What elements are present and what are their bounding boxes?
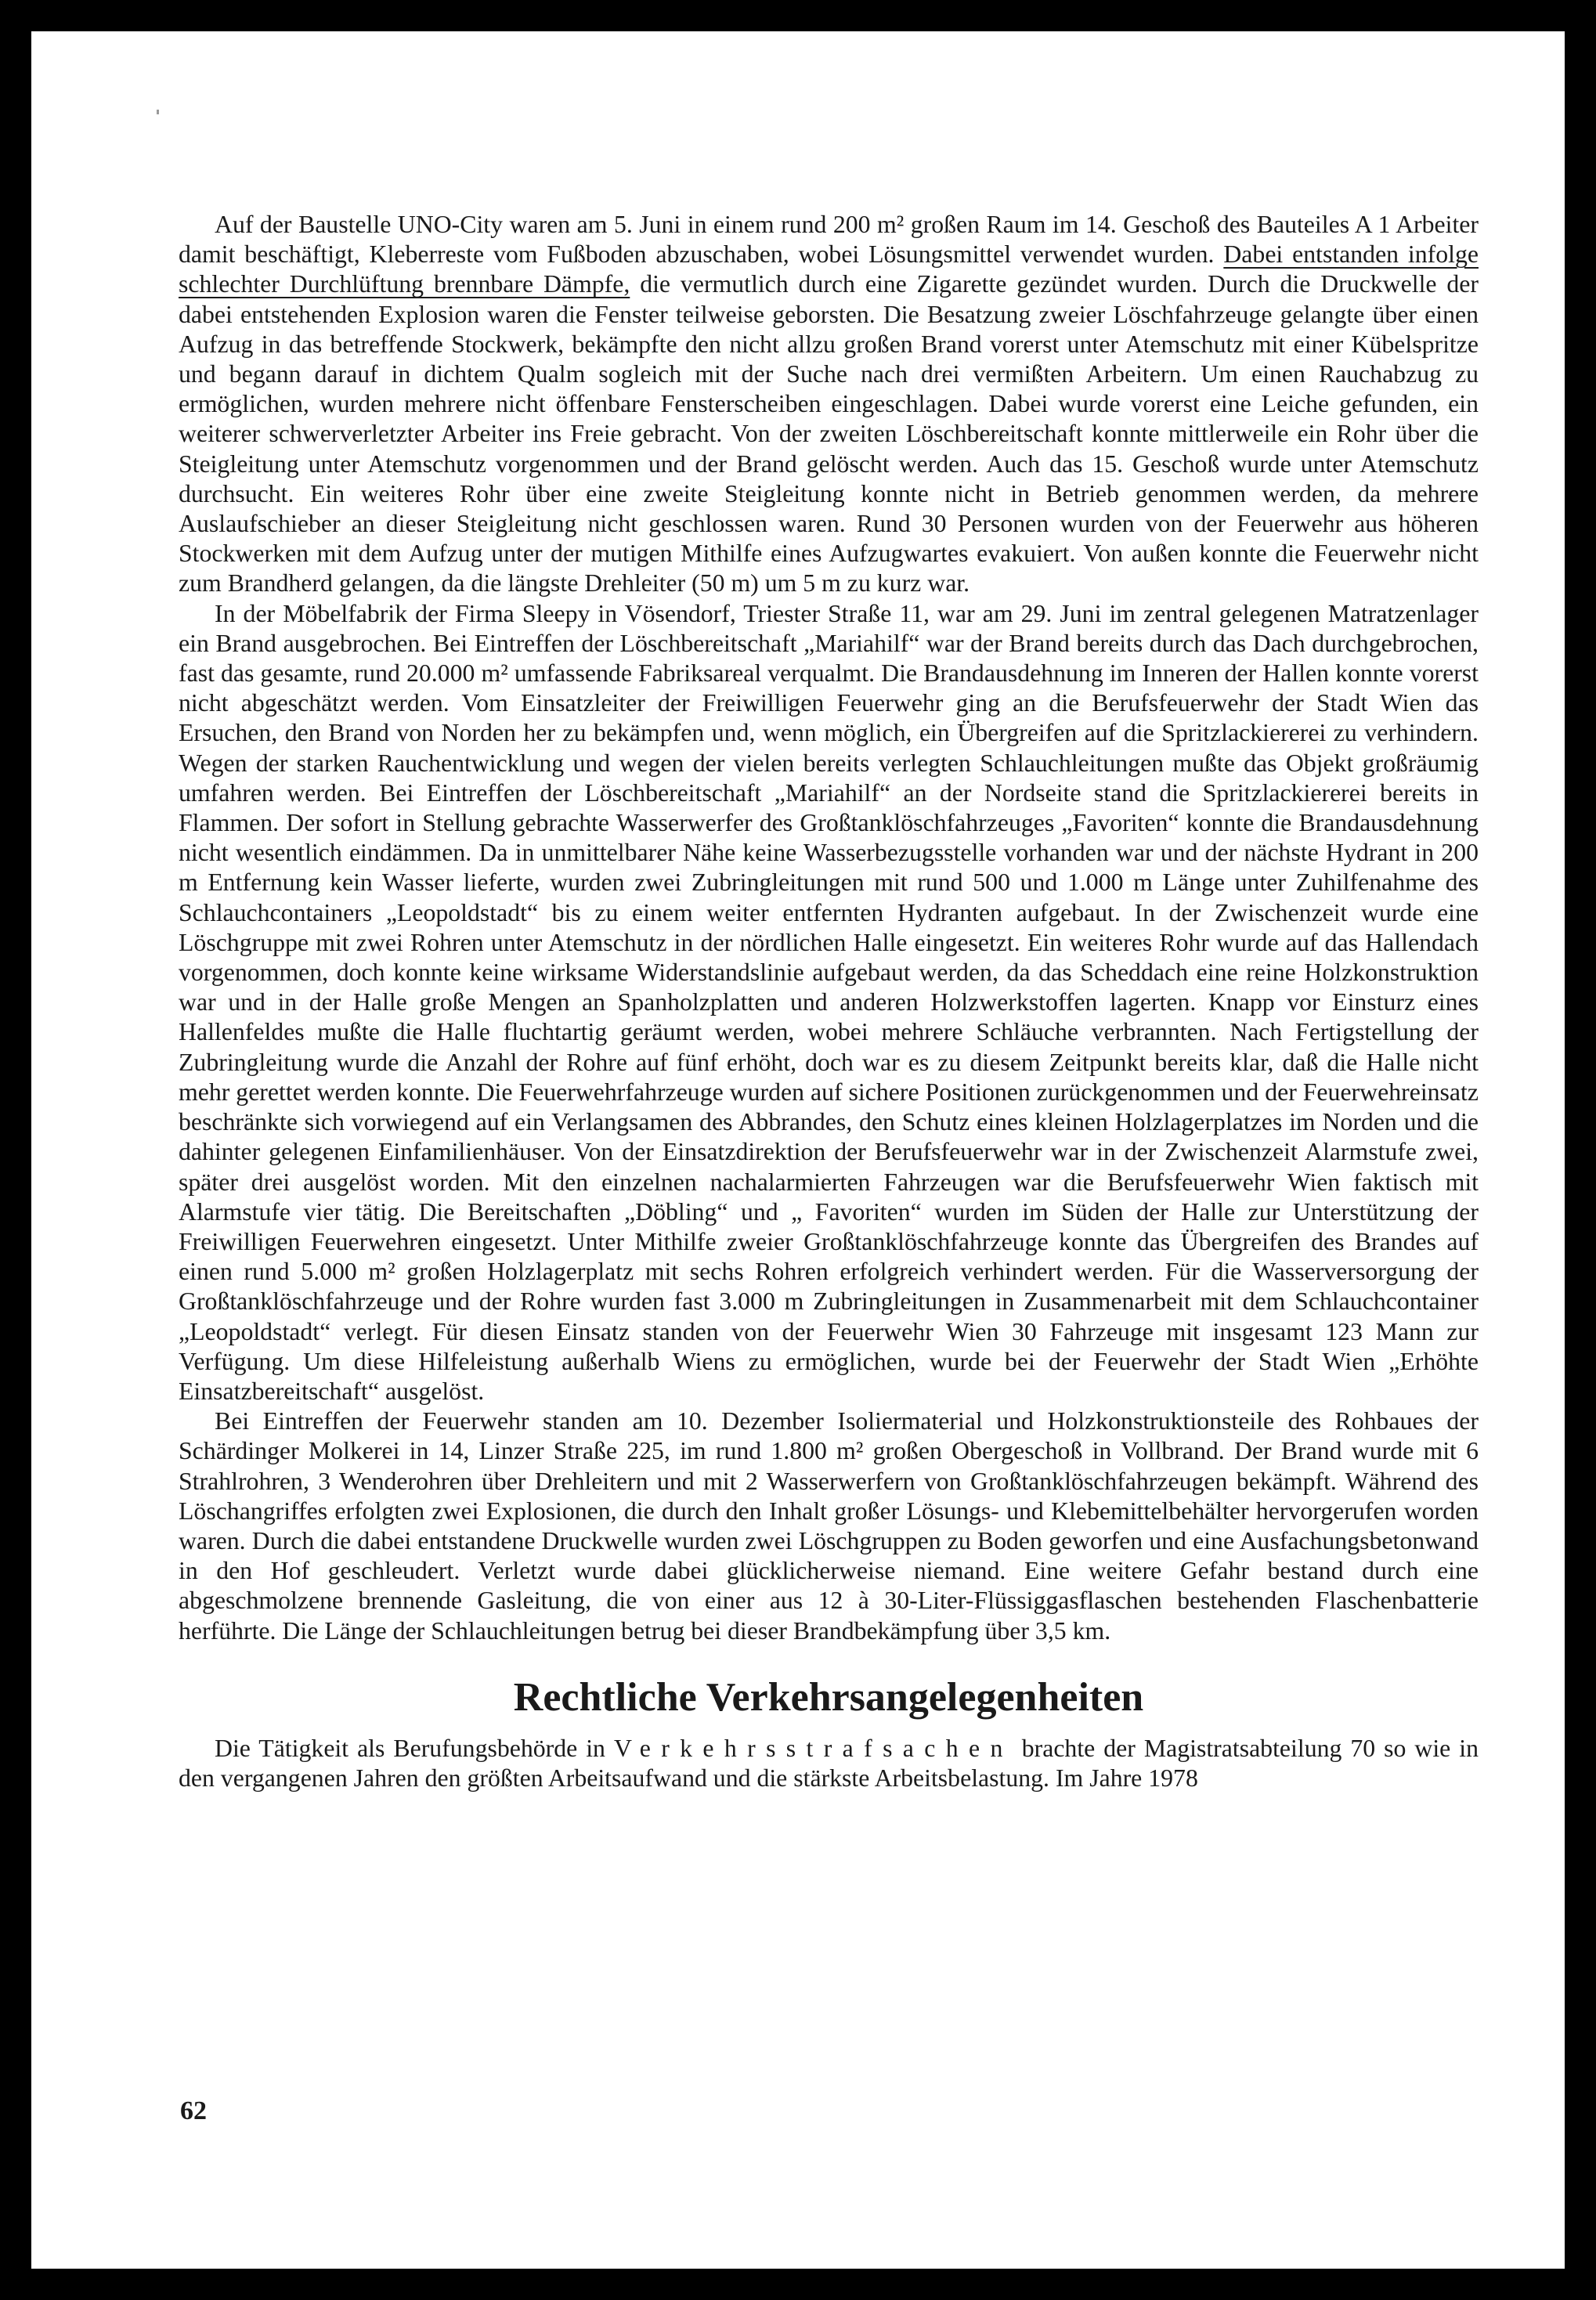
paragraph-molkerei: Bei Eintreffen der Feuerwehr standen am 10. Dezember Isoliermaterial und Holzkonstruktionsteile des Rohbaues der Schärdinger Molkerei in 14, Linzer Straße 225, im rund 1.800 m² großen Obergeschoß in Vollbrand. Der Brand wurde mit 6 Strahlrohren, 3 Wenderohren über Drehleitern und mit 2 Wasserwerfern von Großtanklöschfahrzeugen bekämpft. Während des Löschangriffes erfolgten zwei Explosionen, die durch den Inhalt großer Lösungs- und Klebemittelbehälter hervorgerufen worden waren. Durch die dabei entstandene Druckwelle wurden zwei Löschgruppen zu Boden geworfen und eine Ausfachungsbetonwand in den Hof geschleudert. Verletzt wurde dabei glücklicherweise niemand. Eine weitere Gefahr bestand durch eine abgeschmolzene brennende Gasleitung, die von einer aus 12 à 30-Liter-Flüssiggasflaschen bestehenden Flaschenbatterie herführte. Die Länge der Schlauchleitungen betrug bei dieser Brandbekämpfung über 3,5 km. bbox=[179, 1407, 1479, 1645]
paragraph-verkehr-spaced-term: Verkehrsstrafsachen bbox=[613, 1734, 1013, 1762]
paragraph-moebelfabrik: In der Möbelfabrik der Firma Sleepy in Vösendorf, Triester Straße 11, war am 29. Juni im zentral gelegenen Matratzenlager ein Brand ausgebrochen. Bei Eintreffen der Löschbereitschaft „Mariahilf“ war der Brand bereits durch das Dach durchgebrochen, fast das gesamte, rund 20.000 m² umfassende Fabriksareal verqualmt. Die Brandausdehnung im Inneren der Hallen konnte vorerst nicht abgeschätzt werden. Vom Einsatzleiter der Freiwilligen Feuerwehr ging an die Berufsfeuerwehr der Stadt Wien das Ersuchen, den Brand von Norden her zu bekämpfen und, wenn möglich, ein Übergreifen auf die Spritzlackiererei zu verhindern. Wegen der starken Rauchentwicklung und wegen der vielen bereits verlegten Schlauchleitungen mußte das Objekt großräumig umfahren werden. Bei Eintreffen der Löschbereitschaft „Mariahilf“ an der Nordseite stand die Spritzlackiererei bereits in Flammen. Der sofort in Stellung gebrachte Wasserwerfer des Großtanklöschfahrzeuges „Favoriten“ konnte die Brandausdehnung nicht wesentlich eindämmen. Da in unmittelbarer Nähe keine Wasserbezugsstelle vorhanden war und der nächste Hydrant in 200 m Entfernung kein Wasser lieferte, wurden zwei Zubringleitungen mit rund 500 und 1.000 m Länge unter Zuhilfenahme des Schlauchcontainers „Leopoldstadt“ bis zu einem weiter entfernten Hydranten aufgebaut. In der Zwischenzeit wurde eine Löschgruppe mit zwei Rohren unter Atemschutz in der nördlichen Halle eingesetzt. Ein weiteres Rohr wurde auf das Hallendach vorgenommen, doch konnte keine wirksame Widerstandslinie aufgebaut werden, da das Scheddach eine reine Holzkonstruktion war und in der Halle große Mengen an Spanholzplatten und anderen Holzwerkstoffen lagerten. Knapp vor Einsturz eines Hallenfeldes mußte die Halle fluchtartig geräumt werden, wobei mehrere Schläuche verbrannten. Nach Fertigstellung der Zubringleitung wurde die Anzahl der Rohre auf fünf erhöht, doch war es zu diesem Zeitpunkt bereits klar, daß die Halle nicht mehr gerettet werden konnte. Die Feuerwehrfahrzeuge wurden auf sichere Positionen zurückgenommen und der Feuerwehreinsatz beschränkte sich vorwiegend auf ein Verlangsamen des Abbrandes, den Schutz eines kleinen Holzlagerplatzes im Norden und die dahinter gelegenen Einfamilienhäuser. Von der Einsatzdirektion der Berufsfeuerwehr war in der Zwischenzeit Alarmstufe zwei, später drei ausgelöst worden. Mit den einzelnen nachalarmierten Fahrzeugen war die Berufsfeuerwehr Wien faktisch mit Alarmstufe vier tätig. Die Bereitschaften „Döbling“ und „ Favoriten“ wurden im Süden der Halle zur Unterstützung der Freiwilligen Feuerwehren eingesetzt. Unter Mithilfe zweier Großtanklöschfahrzeuge konnte das Übergreifen des Brandes auf einen rund 5.000 m² großen Holzlagerplatz mit sechs Rohren erfolgreich verhindert werden. Für die Wasserversorgung der Großtanklöschfahrzeuge und der Rohre wurden fast 3.000 m Zubringleitungen in Zusammenarbeit mit dem Schlauchcontainer „Leopoldstadt“ verlegt. Für diesen Einsatz standen von der Feuerwehr Wien 30 Fahrzeuge mit insgesamt 123 Mann zur Verfügung. Um diese Hilfeleistung außerhalb Wiens zu ermöglichen, wurde bei der Feuerwehr der Stadt Wien „Erhöhte Einsatzbereitschaft“ ausgelöst. bbox=[179, 599, 1479, 1405]
page-body bbox=[179, 210, 1479, 1793]
paragraph-verkehr-rest: brachte der Magistratsabteilung 70 so wie in den vergangenen Jahren den größten Arbeitsaufwand und die stärkste Arbeitsbelastung. Im Jahre 1978 bbox=[179, 1734, 1479, 1792]
paragraph-uno-city-start: Auf der Baustelle UNO-City waren am 5. Juni in einem rund 200 m² großen Raum im 14. Geschoß des Bauteiles A 1 Arbeiter damit beschäftigt, Kleberreste vom Fußboden abzuschaben, wobei Lösungsmittel verwendet wurden. bbox=[179, 211, 1479, 269]
paragraph-verkehr bbox=[179, 1734, 1479, 1793]
section-heading: Rechtliche Verkehrsangelegenheiten bbox=[513, 1674, 1144, 1720]
page-number: 62 bbox=[180, 2096, 207, 2125]
paragraph-uno-city-rest: die vermutlich durch eine Zigarette gezündet wurden. Durch die Druckwelle der dabei entstehenden Explosion waren die Fenster teilweise geborsten. Die Besatzung zweier Löschfahrzeuge gelangte über einen Aufzug in das betreffende Stockwerk, bekämpfte den nicht allzu großen Brand vorerst unter Atemschutz mit einer Kübelspritze und begann darauf in dichtem Qualm sogleich mit der Suche nach drei vermißten Arbeitern. Um einen Rauchabzug zu ermöglichen, wurden mehrere nicht öffenbare Fensterscheiben eingeschlagen. Dabei wurde vorerst eine Leiche gefunden, ein weiterer schwerverletzter Arbeiter ins Freie gebracht. Von der zweiten Löschbereitschaft konnte mittlerweile ein Rohr über die Steigleitung unter Atemschutz vorgenommen und der Brand gelöscht werden. Auch das 15. Geschoß wurde unter Atemschutz durchsucht. Ein weiteres Rohr über eine zweite Steigleitung konnte nicht in Betrieb genommen werden, da mehrere Auslaufschieber an dieser Steigleitung nicht geschlossen waren. Rund 30 Personen wurden von der Feuerwehr aus höheren Stockwerken mit dem Aufzug unter der mutigen Mithilfe eines Aufzugwartes evakuiert. Von außen konnte die Feuerwehr nicht zum Brandherd gelangen, da die längste Drehleiter (50 m) um 5 m zu kurz war. bbox=[179, 270, 1479, 598]
document-page bbox=[31, 31, 1565, 2269]
paragraph-verkehr-start: Die Tätigkeit als Berufungsbehörde in bbox=[215, 1734, 605, 1762]
scan-speck bbox=[157, 110, 159, 114]
paragraph-uno-city bbox=[179, 210, 1479, 599]
paragraph-uno-city-underlined: Dabei entstanden infolge schlechter Durchlüftung brennbare Dämpfe, bbox=[179, 240, 1479, 298]
